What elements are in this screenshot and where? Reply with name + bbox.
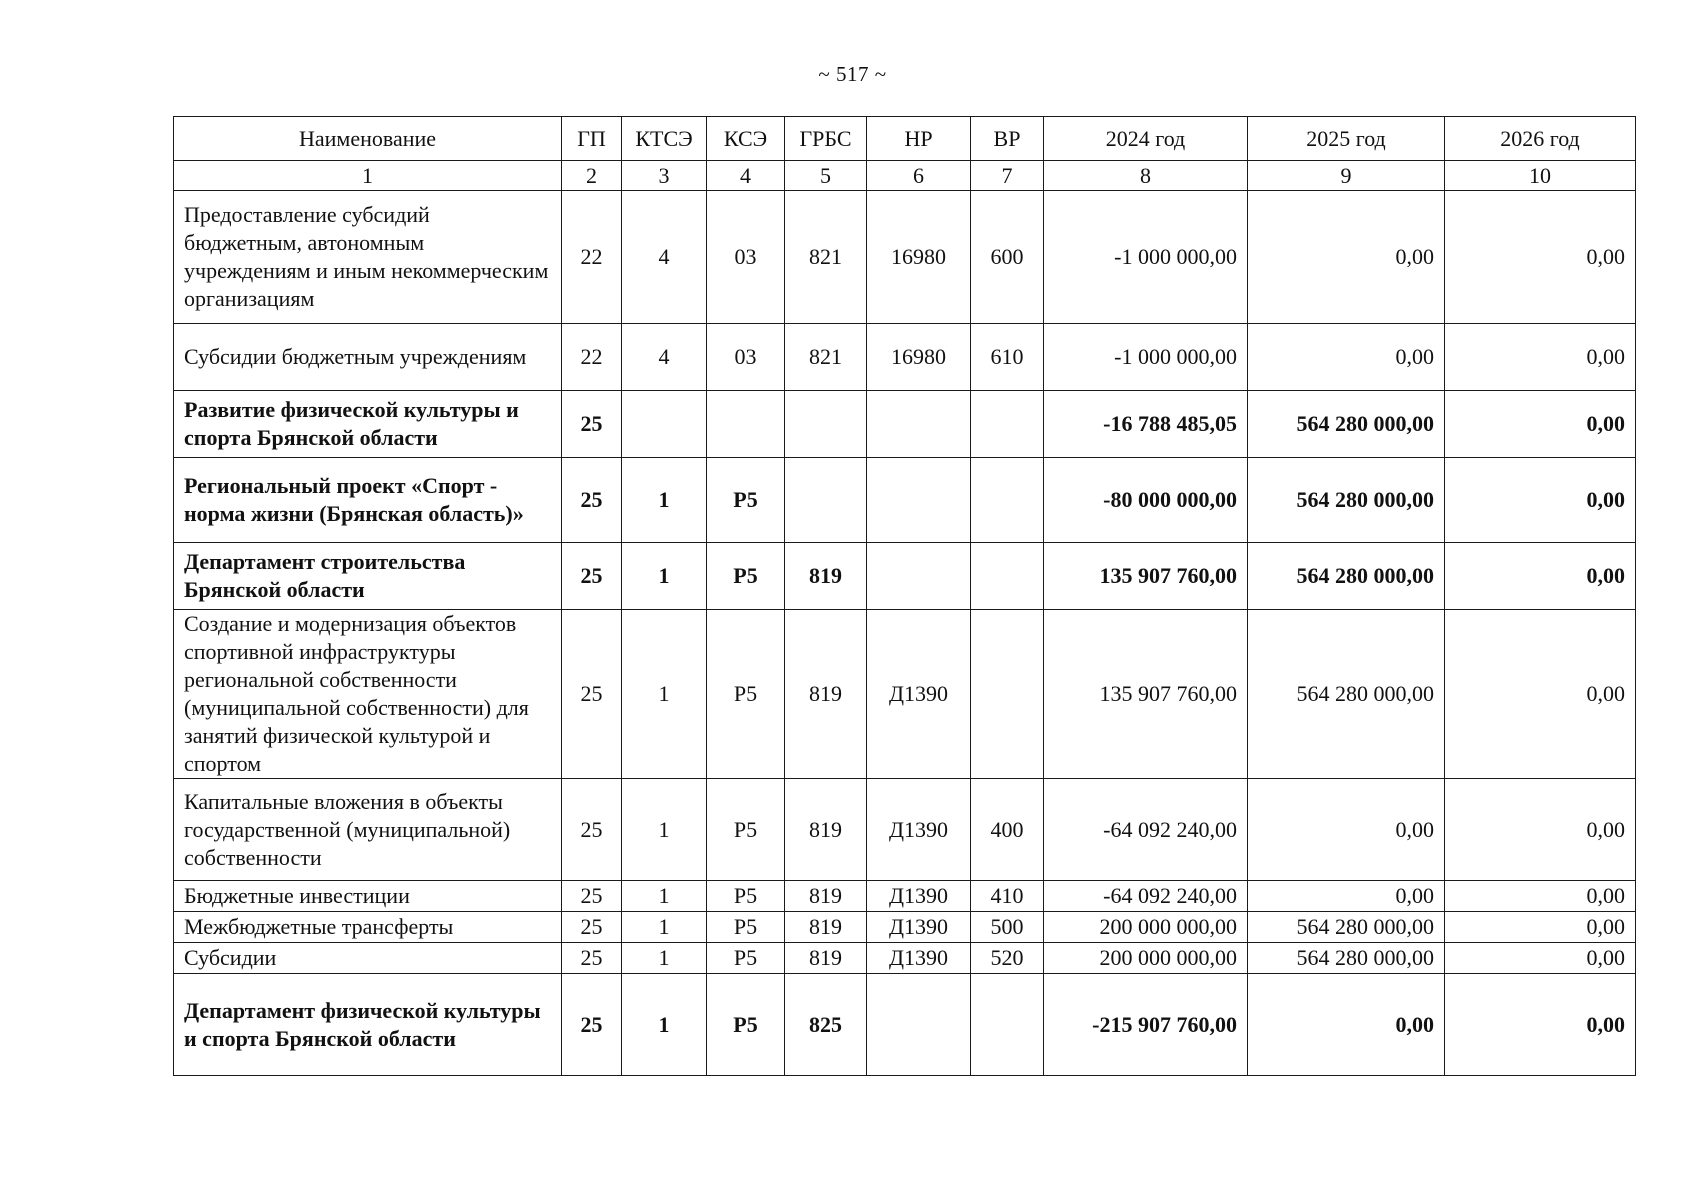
header-cell: ВР [971, 117, 1044, 161]
header-cell: КСЭ [707, 117, 785, 161]
table-row [174, 779, 1636, 881]
header-cell: 2025 год [1248, 117, 1445, 161]
column-number-cell: 3 [622, 161, 707, 191]
ktse-cell: 1 [622, 610, 707, 779]
row-name-cell: Создание и модернизация объектов спортивной инфраструктуры региональной собственности (муниципальной собственности) для занятий физической культурой и спортом [174, 610, 562, 779]
amount-2024-cell: 200 000 000,00 [1044, 943, 1248, 974]
row-name-cell: Развитие физической культуры и спорта Брянской области [174, 391, 562, 458]
grbs-cell: 819 [785, 881, 867, 912]
grbs-cell: 821 [785, 324, 867, 391]
grbs-cell [785, 458, 867, 543]
grbs-cell: 819 [785, 779, 867, 881]
header-cell: 2024 год [1044, 117, 1248, 161]
ktse-cell: 1 [622, 458, 707, 543]
kse-cell: Р5 [707, 458, 785, 543]
column-number-cell: 7 [971, 161, 1044, 191]
kse-cell [707, 391, 785, 458]
kse-cell: Р5 [707, 912, 785, 943]
gp-cell: 25 [562, 912, 622, 943]
vr-cell: 520 [971, 943, 1044, 974]
ktse-cell: 4 [622, 191, 707, 324]
amount-2026-cell: 0,00 [1445, 324, 1636, 391]
column-number-cell: 1 [174, 161, 562, 191]
amount-2025-cell: 564 280 000,00 [1248, 912, 1445, 943]
amount-2025-cell: 564 280 000,00 [1248, 391, 1445, 458]
nr-cell: Д1390 [867, 779, 971, 881]
kse-cell: Р5 [707, 610, 785, 779]
amount-2024-cell: -80 000 000,00 [1044, 458, 1248, 543]
ktse-cell: 1 [622, 974, 707, 1076]
row-name-cell: Региональный проект «Спорт - норма жизни (Брянская область)» [174, 458, 562, 543]
amount-2025-cell: 564 280 000,00 [1248, 543, 1445, 610]
gp-cell: 25 [562, 458, 622, 543]
amount-2026-cell: 0,00 [1445, 974, 1636, 1076]
header-cell: Наименование [174, 117, 562, 161]
ktse-cell: 4 [622, 324, 707, 391]
grbs-cell: 825 [785, 974, 867, 1076]
row-name-cell: Субсидии бюджетным учреждениям [174, 324, 562, 391]
amount-2024-cell: -1 000 000,00 [1044, 191, 1248, 324]
gp-cell: 25 [562, 610, 622, 779]
column-number-cell: 8 [1044, 161, 1248, 191]
table-row [174, 324, 1636, 391]
header-row [174, 117, 1636, 161]
grbs-cell: 819 [785, 610, 867, 779]
amount-2025-cell: 0,00 [1248, 324, 1445, 391]
gp-cell: 22 [562, 324, 622, 391]
gp-cell: 22 [562, 191, 622, 324]
header-cell: КТСЭ [622, 117, 707, 161]
table-row [174, 191, 1636, 324]
amount-2024-cell: 200 000 000,00 [1044, 912, 1248, 943]
kse-cell: Р5 [707, 943, 785, 974]
table-row [174, 881, 1636, 912]
header-cell: НР [867, 117, 971, 161]
amount-2025-cell: 0,00 [1248, 881, 1445, 912]
row-name-cell: Департамент физической культуры и спорта Брянской области [174, 974, 562, 1076]
kse-cell: 03 [707, 324, 785, 391]
grbs-cell: 819 [785, 543, 867, 610]
ktse-cell: 1 [622, 543, 707, 610]
column-number-cell: 6 [867, 161, 971, 191]
amount-2026-cell: 0,00 [1445, 543, 1636, 610]
page-number: ~ 517 ~ [818, 62, 887, 86]
ktse-cell: 1 [622, 881, 707, 912]
gp-cell: 25 [562, 779, 622, 881]
vr-cell [971, 974, 1044, 1076]
table-row [174, 610, 1636, 779]
amount-2024-cell: -64 092 240,00 [1044, 881, 1248, 912]
grbs-cell: 819 [785, 912, 867, 943]
amount-2026-cell: 0,00 [1445, 912, 1636, 943]
nr-cell: Д1390 [867, 610, 971, 779]
column-number-row [174, 161, 1636, 191]
vr-cell: 600 [971, 191, 1044, 324]
row-name-cell: Капитальные вложения в объекты государственной (муниципальной) собственности [174, 779, 562, 881]
gp-cell: 25 [562, 943, 622, 974]
nr-cell [867, 458, 971, 543]
grbs-cell: 821 [785, 191, 867, 324]
kse-cell: Р5 [707, 881, 785, 912]
row-name-cell: Бюджетные инвестиции [174, 881, 562, 912]
nr-cell: Д1390 [867, 943, 971, 974]
ktse-cell [622, 391, 707, 458]
nr-cell [867, 543, 971, 610]
amount-2024-cell: -16 788 485,05 [1044, 391, 1248, 458]
amount-2026-cell: 0,00 [1445, 881, 1636, 912]
amount-2025-cell: 0,00 [1248, 779, 1445, 881]
vr-cell [971, 458, 1044, 543]
amount-2025-cell: 564 280 000,00 [1248, 943, 1445, 974]
table-row [174, 912, 1636, 943]
vr-cell [971, 610, 1044, 779]
kse-cell: Р5 [707, 779, 785, 881]
ktse-cell: 1 [622, 912, 707, 943]
vr-cell: 410 [971, 881, 1044, 912]
kse-cell: Р5 [707, 543, 785, 610]
vr-cell [971, 391, 1044, 458]
gp-cell: 25 [562, 391, 622, 458]
vr-cell: 400 [971, 779, 1044, 881]
amount-2026-cell: 0,00 [1445, 943, 1636, 974]
table-row [174, 391, 1636, 458]
vr-cell: 500 [971, 912, 1044, 943]
amount-2024-cell: -215 907 760,00 [1044, 974, 1248, 1076]
header-cell: ГП [562, 117, 622, 161]
column-number-cell: 4 [707, 161, 785, 191]
header-cell: ГРБС [785, 117, 867, 161]
amount-2024-cell: 135 907 760,00 [1044, 543, 1248, 610]
grbs-cell: 819 [785, 943, 867, 974]
column-number-cell: 5 [785, 161, 867, 191]
budget-table [173, 116, 1636, 1076]
amount-2024-cell: -64 092 240,00 [1044, 779, 1248, 881]
table-row [174, 543, 1636, 610]
amount-2026-cell: 0,00 [1445, 191, 1636, 324]
nr-cell: 16980 [867, 191, 971, 324]
amount-2024-cell: -1 000 000,00 [1044, 324, 1248, 391]
nr-cell: Д1390 [867, 881, 971, 912]
table-row [174, 943, 1636, 974]
ktse-cell: 1 [622, 943, 707, 974]
row-name-cell: Субсидии [174, 943, 562, 974]
column-number-cell: 10 [1445, 161, 1636, 191]
nr-cell: Д1390 [867, 912, 971, 943]
row-name-cell: Департамент строительства Брянской области [174, 543, 562, 610]
amount-2026-cell: 0,00 [1445, 391, 1636, 458]
gp-cell: 25 [562, 974, 622, 1076]
vr-cell [971, 543, 1044, 610]
nr-cell: 16980 [867, 324, 971, 391]
kse-cell: Р5 [707, 974, 785, 1076]
vr-cell: 610 [971, 324, 1044, 391]
nr-cell [867, 391, 971, 458]
amount-2025-cell: 0,00 [1248, 974, 1445, 1076]
column-number-cell: 2 [562, 161, 622, 191]
gp-cell: 25 [562, 543, 622, 610]
amount-2024-cell: 135 907 760,00 [1044, 610, 1248, 779]
amount-2026-cell: 0,00 [1445, 458, 1636, 543]
nr-cell [867, 974, 971, 1076]
amount-2026-cell: 0,00 [1445, 779, 1636, 881]
column-number-cell: 9 [1248, 161, 1445, 191]
amount-2025-cell: 0,00 [1248, 191, 1445, 324]
ktse-cell: 1 [622, 779, 707, 881]
amount-2025-cell: 564 280 000,00 [1248, 458, 1445, 543]
grbs-cell [785, 391, 867, 458]
kse-cell: 03 [707, 191, 785, 324]
amount-2025-cell: 564 280 000,00 [1248, 610, 1445, 779]
table-row [174, 458, 1636, 543]
gp-cell: 25 [562, 881, 622, 912]
header-cell: 2026 год [1445, 117, 1636, 161]
row-name-cell: Межбюджетные трансферты [174, 912, 562, 943]
row-name-cell: Предоставление субсидий бюджетным, автономным учреждениям и иным некоммерческим организациям [174, 191, 562, 324]
amount-2026-cell: 0,00 [1445, 610, 1636, 779]
table-row [174, 974, 1636, 1076]
